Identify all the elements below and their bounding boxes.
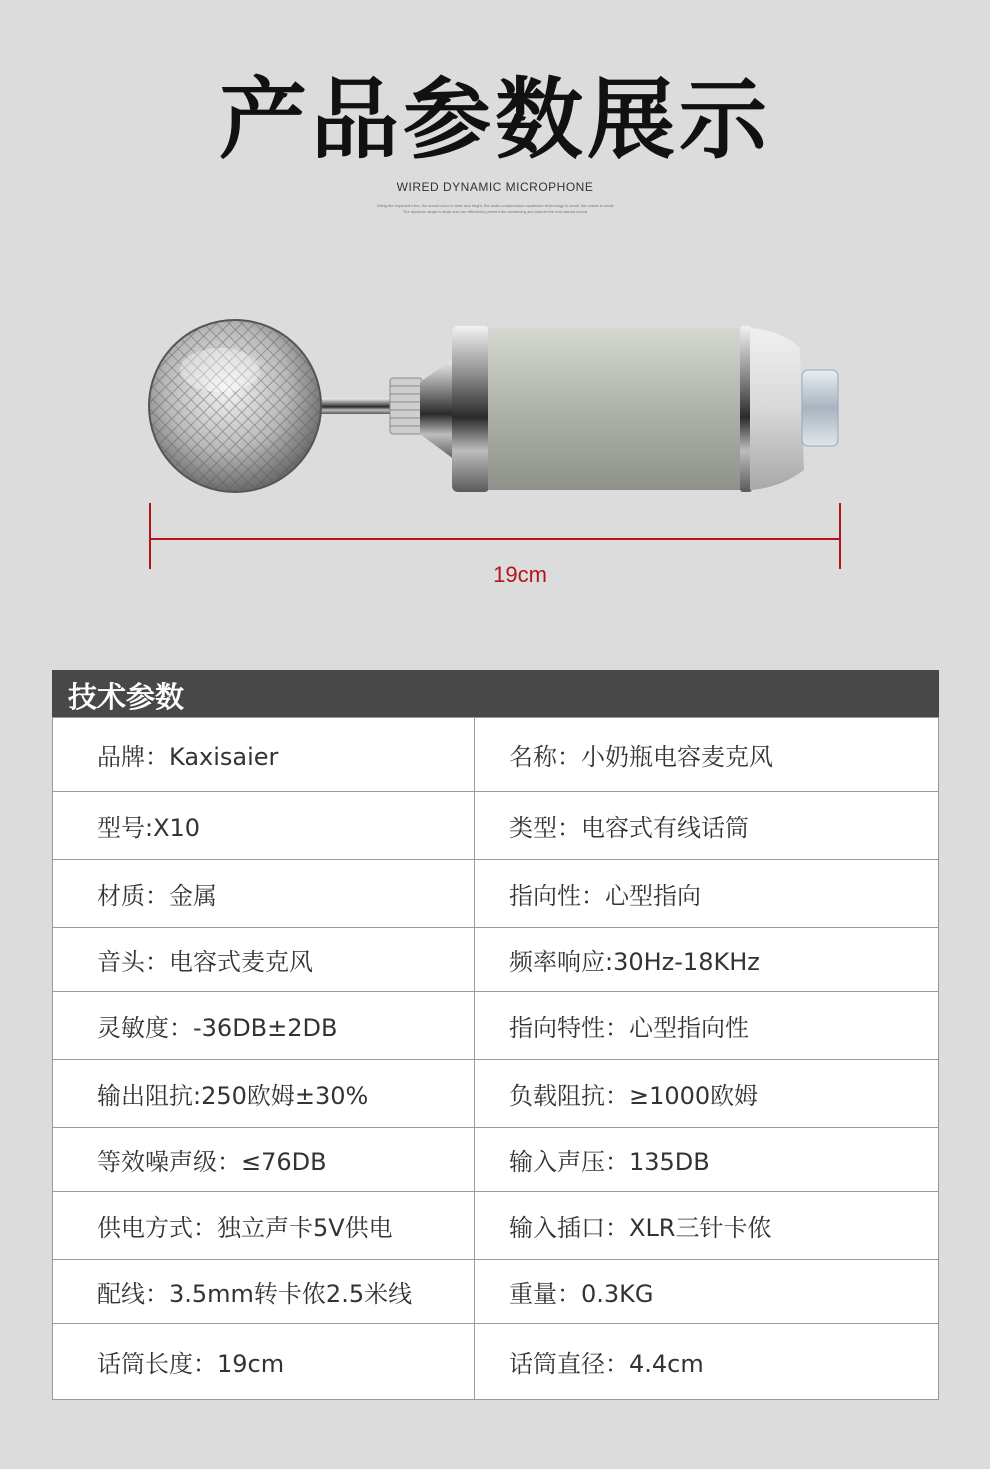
spec-brand: 品牌：Kaxisaier xyxy=(53,718,475,792)
fine-print-line-1: Using the imported mics, the sound color is clear and bright, the audio compression expansion technology is small, the noises is small xyxy=(376,203,614,208)
spec-capsule: 音头：电容式麦克风 xyxy=(53,928,475,992)
microphone-product-image xyxy=(140,310,860,510)
dimension-tick-left xyxy=(149,503,151,569)
spec-cable: 配线：3.5mm转卡侬2.5米线 xyxy=(53,1260,475,1324)
table-row xyxy=(53,860,939,928)
table-row xyxy=(53,1260,939,1324)
fine-print-line-2: The dynamic range is large and can effectively prevent the screaming and restore the real natural sound xyxy=(402,209,588,214)
spec-connector: 输入插口：XLR三针卡侬 xyxy=(475,1192,939,1260)
table-row xyxy=(53,1192,939,1260)
spec-noise-level: 等效噪声级：≤76DB xyxy=(53,1128,475,1192)
spec-name: 名称：小奶瓶电容麦克风 xyxy=(475,718,939,792)
dimension-tick-right xyxy=(839,503,841,569)
table-row xyxy=(53,718,939,792)
dimension-bar xyxy=(149,538,841,540)
table-row xyxy=(53,792,939,860)
spec-directivity: 指向性：心型指向 xyxy=(475,860,939,928)
spec-weight: 重量：0.3KG xyxy=(475,1260,939,1324)
spec-power: 供电方式：独立声卡5V供电 xyxy=(53,1192,475,1260)
specs-panel xyxy=(52,670,939,1400)
spec-diameter: 话筒直径：4.4cm xyxy=(475,1324,939,1400)
microphone-illustration xyxy=(140,310,860,510)
table-row xyxy=(53,928,939,992)
dimension-line xyxy=(149,503,841,569)
page-title: 产品参数展示 xyxy=(218,68,771,171)
specs-table xyxy=(52,717,939,1400)
table-row xyxy=(53,1060,939,1128)
dimension-label: 19cm xyxy=(493,562,547,587)
spec-polar-pattern: 指向特性：心型指向性 xyxy=(475,992,939,1060)
table-row xyxy=(53,1128,939,1192)
spec-material: 材质：金属 xyxy=(53,860,475,928)
page-subtitle: WIRED DYNAMIC MICROPHONE xyxy=(396,180,594,194)
spec-load-impedance: 负载阻抗：≥1000欧姆 xyxy=(475,1060,939,1128)
spec-max-spl: 输入声压：135DB xyxy=(475,1128,939,1192)
specs-heading: 技术参数 xyxy=(52,670,939,717)
table-row xyxy=(53,992,939,1060)
fine-print xyxy=(300,203,690,215)
spec-model: 型号:X10 xyxy=(53,792,475,860)
spec-type: 类型：电容式有线话筒 xyxy=(475,792,939,860)
spec-sensitivity: 灵敏度：-36DB±2DB xyxy=(53,992,475,1060)
spec-output-impedance: 输出阻抗:250欧姆±30% xyxy=(53,1060,475,1128)
spec-length: 话筒长度：19cm xyxy=(53,1324,475,1400)
spec-frequency-response: 频率响应:30Hz-18KHz xyxy=(475,928,939,992)
table-row xyxy=(53,1324,939,1400)
